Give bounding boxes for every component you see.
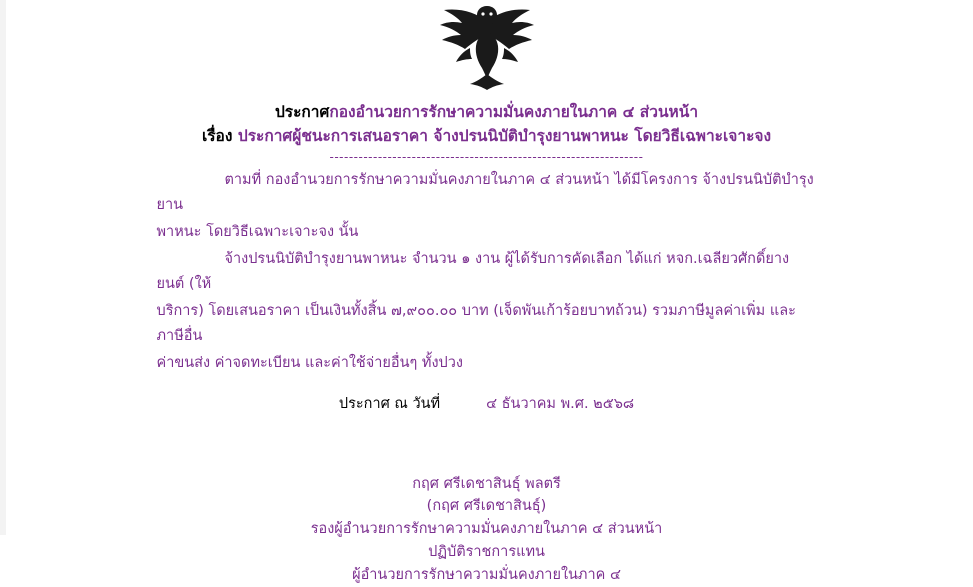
signer-position-3: ผู้อำนวยการรักษาความมั่นคงภายในภาค ๔ <box>352 567 621 584</box>
signer-position-1: รองผู้อำนวยการรักษาความมั่นคงภายในภาค ๔ ส่วนหน้า <box>310 521 663 538</box>
title-line-1-main: กองอำนวยการรักษาความมั่นคงภายในภาค ๔ ส่วนหน้า <box>329 103 699 121</box>
signer-name-parenthetical: (กฤศ ศรีเดชาสินธุ์) <box>426 498 547 515</box>
document-title <box>0 100 973 148</box>
title-line-2 <box>0 124 973 148</box>
paragraph-line: ตามที่ กองอำนวยการรักษาความมั่นคงภายในภาค ๔ ส่วนหน้า ได้มีโครงการ จ้างปรนนิบัติบำรุงยาน <box>156 172 814 213</box>
signature-block <box>157 473 817 587</box>
signer-position-2: ปฏิบัติราชการแทน <box>428 544 545 561</box>
paragraph-line: จ้างปรนนิบัติบำรุงยานพาหนะ จำนวน ๑ งาน ผู้ได้รับการคัดเลือก ได้แก่ หจก.เฉลียวศักดิ์ยางยนต์ (ให้ <box>156 250 790 292</box>
paragraph-line: ค่าขนส่ง ค่าจดทะเบียน และค่าใช้จ่ายอื่นๆ ทั้งปวง <box>156 354 463 371</box>
horizontal-divider: ----------------------------------------------------------------- <box>329 150 644 165</box>
announcement-date <box>157 392 817 415</box>
signer-name: กฤศ ศรีเดชาสินธุ์ พลตรี <box>412 475 561 492</box>
date-label: ประกาศ ณ วันที่ <box>338 395 441 412</box>
title-line-1-prefix: ประกาศ <box>274 103 330 121</box>
date-value: ๔ ธันวาคม พ.ศ. ๒๕๖๘ <box>486 395 635 412</box>
title-line-2-prefix: เรื่อง <box>201 127 233 146</box>
title-line-2-main: ประกาศผู้ชนะการเสนอราคา จ้างปรนนิบัติบำรุงยานพาหนะ โดยวิธีเฉพาะเจาะจง <box>237 127 772 146</box>
title-line-1 <box>0 100 973 124</box>
document-body <box>0 100 973 587</box>
document-paragraphs <box>157 168 817 376</box>
paragraph-line: บริการ) โดยเสนอราคา เป็นเงินทั้งสิ้น ๗,๙๐๐.๐๐ บาท (เจ็ดพันเก้าร้อยบาทถ้วน) รวมภาษีมูลค่าเพิ่ม และภาษีอื่น <box>156 302 796 344</box>
garuda-emblem <box>432 4 542 92</box>
paragraph-line: พาหนะ โดยวิธีเฉพาะเจาะจง นั้น <box>156 223 359 240</box>
